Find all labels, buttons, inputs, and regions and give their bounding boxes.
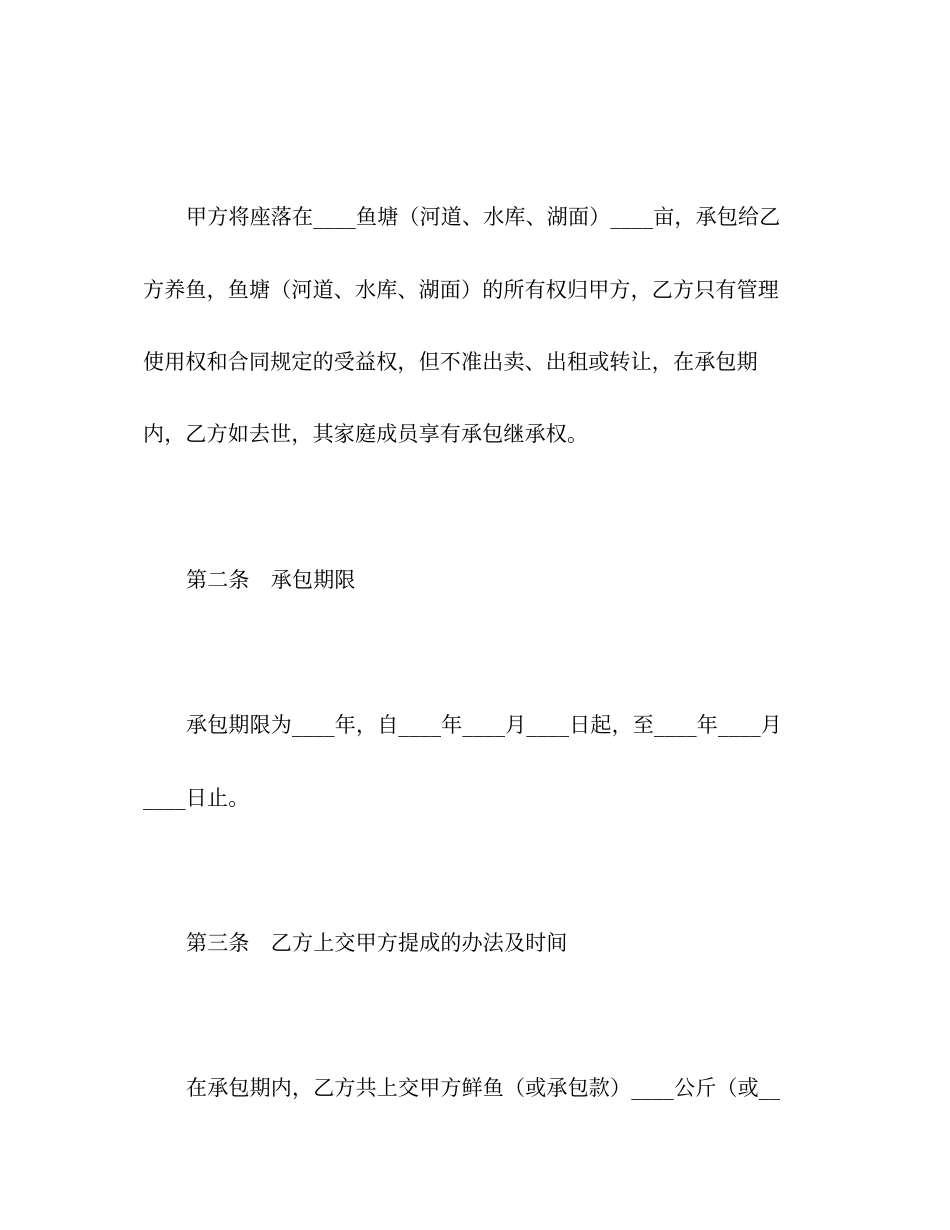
paragraph-3-line-1: 在承包期内，乙方共上交甲方鲜鱼（或承包款）____公斤（或__	[186, 1076, 781, 1100]
paragraph-1-line-2: 方养鱼，鱼塘（河道、水库、湖面）的所有权归甲方，乙方只有管理	[143, 278, 779, 302]
paragraph-1-line-4: 内，乙方如去世，其家庭成员享有承包继承权。	[143, 422, 589, 446]
article-3-heading: 第三条 乙方上交甲方提成的办法及时间	[186, 931, 568, 955]
paragraph-1-line-1: 甲方将座落在____鱼塘（河道、水库、湖面）____亩，承包给乙	[186, 205, 781, 229]
paragraph-1-line-3: 使用权和合同规定的受益权，但不准出卖、出租或转让，在承包期	[143, 350, 758, 374]
paragraph-2-line-2: ____日止。	[143, 786, 250, 810]
article-2-heading: 第二条 承包期限	[186, 568, 356, 592]
paragraph-2-line-1: 承包期限为____年，自____年____月____日起，至____年____月	[186, 713, 782, 737]
